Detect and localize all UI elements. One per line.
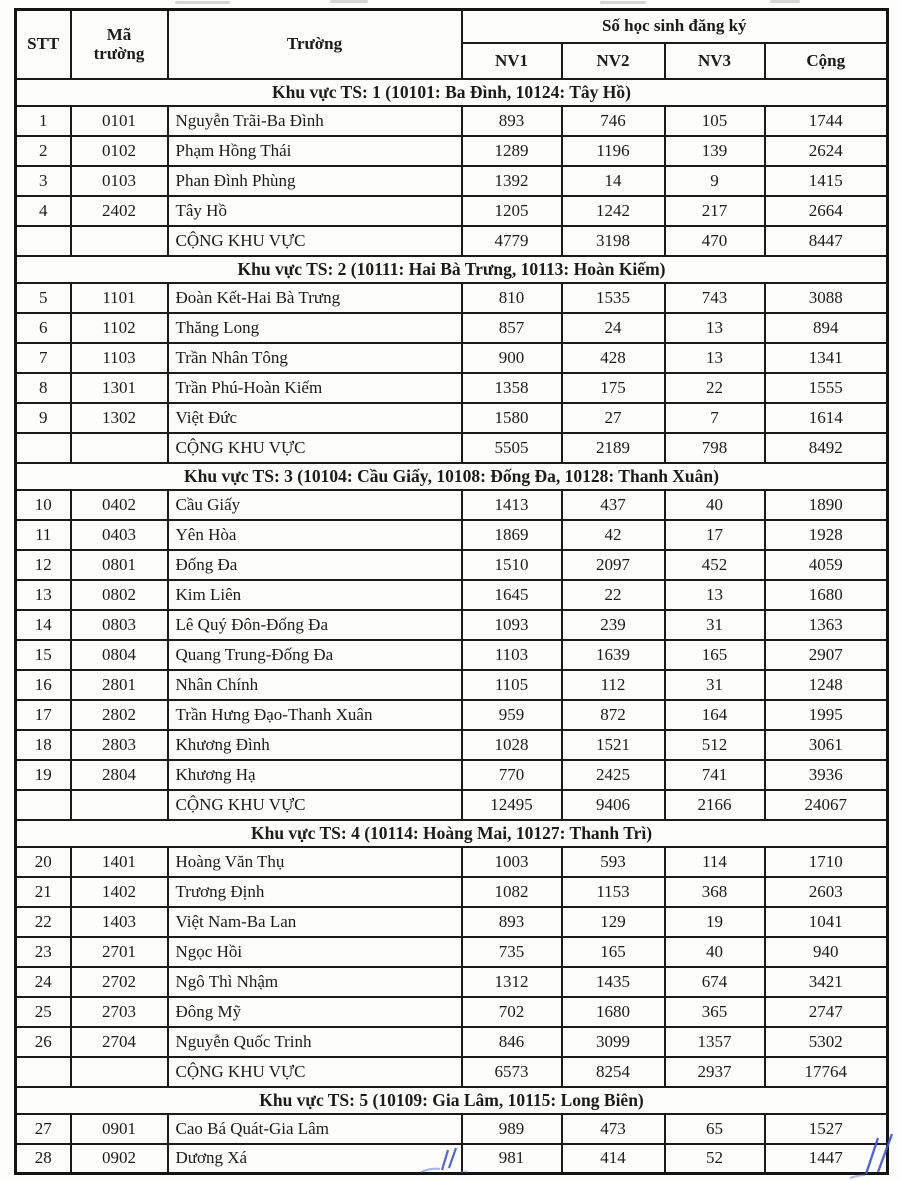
cell-nv1: 770 — [462, 760, 562, 790]
cell-nv3: 2166 — [665, 790, 765, 820]
student-registration-table — [14, 8, 889, 1175]
cell-school-name: Trần Phú-Hoàn Kiếm — [168, 373, 462, 403]
school-row — [16, 700, 888, 730]
cell-nv3: 31 — [665, 670, 765, 700]
school-row — [16, 196, 888, 226]
cell-stt: 1 — [16, 106, 71, 136]
cell-nv3: 40 — [665, 490, 765, 520]
cell-school-name: Trần Hưng Đạo-Thanh Xuân — [168, 700, 462, 730]
cell-school-code: 1401 — [71, 847, 168, 877]
cell-stt: 2 — [16, 136, 71, 166]
cell-nv2: 27 — [562, 403, 665, 433]
cell-nv2: 473 — [562, 1114, 665, 1144]
cell-school-name: Thăng Long — [168, 313, 462, 343]
cell-total: 2907 — [765, 640, 888, 670]
cell-nv1: 1869 — [462, 520, 562, 550]
cell-nv2: 2189 — [562, 433, 665, 463]
cell-school-name: Khương Hạ — [168, 760, 462, 790]
cell-total: 2664 — [765, 196, 888, 226]
cell-school-name: Nguyễn Trãi-Ba Đình — [168, 106, 462, 136]
cell-school-code: 1101 — [71, 283, 168, 313]
cell-stt: 10 — [16, 490, 71, 520]
cell-total: 1680 — [765, 580, 888, 610]
cell-nv2: 9406 — [562, 790, 665, 820]
cell-nv3: 19 — [665, 907, 765, 937]
section-header-row — [16, 820, 888, 847]
cell-nv3: 741 — [665, 760, 765, 790]
cell-stt: 23 — [16, 937, 71, 967]
cell-nv2: 22 — [562, 580, 665, 610]
school-row — [16, 670, 888, 700]
cell-total: 1527 — [765, 1114, 888, 1144]
cell-school-code: 0102 — [71, 136, 168, 166]
school-row — [16, 760, 888, 790]
cell-school-name: Dương Xá — [168, 1144, 462, 1174]
cell-school-name: Ngô Thì Nhậm — [168, 967, 462, 997]
cell-stt: 5 — [16, 283, 71, 313]
cell-nv3: 217 — [665, 196, 765, 226]
pen-mark — [848, 1128, 898, 1180]
cell-school-name: CỘNG KHU VỰC — [168, 226, 462, 256]
cell-school-code: 2704 — [71, 1027, 168, 1057]
cell-school-code: 0103 — [71, 166, 168, 196]
cell-stt: 6 — [16, 313, 71, 343]
cell-total: 894 — [765, 313, 888, 343]
header-school-name: Trường — [168, 10, 462, 79]
cell-school-name: Quang Trung-Đống Đa — [168, 640, 462, 670]
cell-stt: 13 — [16, 580, 71, 610]
cell-nv1: 1103 — [462, 640, 562, 670]
cell-school-name: Ngọc Hồi — [168, 937, 462, 967]
cell-nv2: 437 — [562, 490, 665, 520]
cell-school-name: Hoàng Văn Thụ — [168, 847, 462, 877]
cell-nv1: 1510 — [462, 550, 562, 580]
cell-total: 17764 — [765, 1057, 888, 1087]
cell-stt: 15 — [16, 640, 71, 670]
cell-nv1: 1312 — [462, 967, 562, 997]
cell-nv3: 512 — [665, 730, 765, 760]
cell-total: 1341 — [765, 343, 888, 373]
school-row — [16, 520, 888, 550]
school-row — [16, 640, 888, 670]
school-row — [16, 1027, 888, 1057]
school-row — [16, 490, 888, 520]
cell-total: 2624 — [765, 136, 888, 166]
cell-school-name: Phạm Hồng Thái — [168, 136, 462, 166]
cell-nv1: 989 — [462, 1114, 562, 1144]
cell-stt: 18 — [16, 730, 71, 760]
cell-school-code: 1403 — [71, 907, 168, 937]
cell-nv2: 428 — [562, 343, 665, 373]
cell-nv2: 129 — [562, 907, 665, 937]
school-row — [16, 847, 888, 877]
cell-total: 3936 — [765, 760, 888, 790]
cell-total: 1415 — [765, 166, 888, 196]
cell-nv1: 1392 — [462, 166, 562, 196]
cell-nv3: 365 — [665, 997, 765, 1027]
cell-stt: 17 — [16, 700, 71, 730]
region-total-row — [16, 790, 888, 820]
school-row — [16, 1114, 888, 1144]
cell-stt: 14 — [16, 610, 71, 640]
cell-stt: 9 — [16, 403, 71, 433]
cell-nv2: 1521 — [562, 730, 665, 760]
cell-school-name: Yên Hòa — [168, 520, 462, 550]
cell-nv2: 8254 — [562, 1057, 665, 1087]
cell-nv3: 52 — [665, 1144, 765, 1174]
cell-nv1: 1580 — [462, 403, 562, 433]
cell-total: 24067 — [765, 790, 888, 820]
section-title: Khu vực TS: 2 (10111: Hai Bà Trưng, 10113: Hoàn Kiếm) — [16, 256, 888, 283]
cell-stt: 11 — [16, 520, 71, 550]
cell-nv2: 746 — [562, 106, 665, 136]
cell-stt — [16, 226, 71, 256]
cell-nv1: 1358 — [462, 373, 562, 403]
cell-nv3: 65 — [665, 1114, 765, 1144]
cell-nv3: 743 — [665, 283, 765, 313]
cell-school-code: 0801 — [71, 550, 168, 580]
school-row — [16, 343, 888, 373]
cell-nv3: 674 — [665, 967, 765, 997]
cell-nv2: 3099 — [562, 1027, 665, 1057]
school-row — [16, 967, 888, 997]
pen-mark — [418, 1142, 470, 1178]
cell-school-name: Đoàn Kết-Hai Bà Trưng — [168, 283, 462, 313]
cell-school-name: Việt Nam-Ba Lan — [168, 907, 462, 937]
cell-nv1: 1205 — [462, 196, 562, 226]
cell-nv3: 13 — [665, 343, 765, 373]
header-total: Cộng — [765, 43, 888, 79]
cell-total: 4059 — [765, 550, 888, 580]
registration-table-sheet — [14, 8, 886, 1175]
cell-school-name: Nhân Chính — [168, 670, 462, 700]
cell-nv3: 164 — [665, 700, 765, 730]
header-school-code-label: Mã trường — [93, 24, 145, 64]
cell-stt: 16 — [16, 670, 71, 700]
cell-school-name: Trần Nhân Tông — [168, 343, 462, 373]
cell-nv1: 900 — [462, 343, 562, 373]
cell-nv3: 470 — [665, 226, 765, 256]
cell-total: 1890 — [765, 490, 888, 520]
cell-nv1: 1003 — [462, 847, 562, 877]
scan-artifact — [770, 0, 800, 3]
region-total-row — [16, 226, 888, 256]
cell-nv2: 42 — [562, 520, 665, 550]
cell-nv2: 165 — [562, 937, 665, 967]
cell-nv1: 959 — [462, 700, 562, 730]
school-row — [16, 106, 888, 136]
cell-total: 3088 — [765, 283, 888, 313]
cell-nv1: 1645 — [462, 580, 562, 610]
cell-school-code: 1301 — [71, 373, 168, 403]
cell-school-name: Cầu Giấy — [168, 490, 462, 520]
cell-nv2: 1196 — [562, 136, 665, 166]
school-row — [16, 730, 888, 760]
cell-school-code: 1103 — [71, 343, 168, 373]
cell-nv3: 368 — [665, 877, 765, 907]
cell-stt — [16, 790, 71, 820]
table-header — [16, 10, 888, 79]
cell-school-name: Khương Đình — [168, 730, 462, 760]
header-stt: STT — [16, 10, 71, 79]
cell-nv3: 114 — [665, 847, 765, 877]
cell-nv3: 31 — [665, 610, 765, 640]
cell-nv3: 7 — [665, 403, 765, 433]
cell-nv2: 1242 — [562, 196, 665, 226]
cell-nv1: 1028 — [462, 730, 562, 760]
section-header-row — [16, 1087, 888, 1114]
cell-total: 1614 — [765, 403, 888, 433]
cell-stt: 28 — [16, 1144, 71, 1174]
school-row — [16, 877, 888, 907]
header-nv2: NV2 — [562, 43, 665, 79]
cell-nv1: 810 — [462, 283, 562, 313]
cell-nv3: 40 — [665, 937, 765, 967]
cell-total: 5302 — [765, 1027, 888, 1057]
cell-total: 2603 — [765, 877, 888, 907]
cell-total: 1995 — [765, 700, 888, 730]
region-total-row — [16, 1057, 888, 1087]
cell-school-code: 2703 — [71, 997, 168, 1027]
school-row — [16, 403, 888, 433]
cell-school-code — [71, 790, 168, 820]
cell-total: 1555 — [765, 373, 888, 403]
cell-nv3: 17 — [665, 520, 765, 550]
scan-artifact — [175, 1, 230, 4]
cell-nv1: 893 — [462, 106, 562, 136]
school-row — [16, 997, 888, 1027]
cell-nv3: 105 — [665, 106, 765, 136]
cell-total: 1041 — [765, 907, 888, 937]
cell-total: 1710 — [765, 847, 888, 877]
cell-school-code: 0101 — [71, 106, 168, 136]
header-nv3: NV3 — [665, 43, 765, 79]
cell-nv2: 24 — [562, 313, 665, 343]
cell-nv2: 414 — [562, 1144, 665, 1174]
cell-school-name: Việt Đức — [168, 403, 462, 433]
cell-nv1: 981 — [462, 1144, 562, 1174]
cell-nv1: 702 — [462, 997, 562, 1027]
cell-nv2: 593 — [562, 847, 665, 877]
cell-school-code: 1402 — [71, 877, 168, 907]
section-header-row — [16, 463, 888, 490]
cell-total: 3061 — [765, 730, 888, 760]
cell-school-name: Phan Đình Phùng — [168, 166, 462, 196]
school-row — [16, 550, 888, 580]
cell-school-name: Kim Liên — [168, 580, 462, 610]
section-title: Khu vực TS: 3 (10104: Cầu Giấy, 10108: Đống Đa, 10128: Thanh Xuân) — [16, 463, 888, 490]
cell-nv3: 1357 — [665, 1027, 765, 1057]
cell-total: 940 — [765, 937, 888, 967]
cell-school-name: CỘNG KHU VỰC — [168, 1057, 462, 1087]
cell-school-code — [71, 226, 168, 256]
section-title: Khu vực TS: 1 (10101: Ba Đình, 10124: Tây Hồ) — [16, 79, 888, 106]
cell-school-name: Đống Đa — [168, 550, 462, 580]
cell-nv2: 3198 — [562, 226, 665, 256]
cell-total: 1928 — [765, 520, 888, 550]
cell-stt — [16, 433, 71, 463]
cell-nv1: 1093 — [462, 610, 562, 640]
region-total-row — [16, 433, 888, 463]
cell-school-code: 2402 — [71, 196, 168, 226]
section-title: Khu vực TS: 5 (10109: Gia Lâm, 10115: Long Biên) — [16, 1087, 888, 1114]
cell-school-name: Đông Mỹ — [168, 997, 462, 1027]
cell-total: 1248 — [765, 670, 888, 700]
cell-nv3: 798 — [665, 433, 765, 463]
cell-school-name: Lê Quý Đôn-Đống Đa — [168, 610, 462, 640]
cell-stt: 25 — [16, 997, 71, 1027]
cell-nv2: 872 — [562, 700, 665, 730]
cell-nv2: 14 — [562, 166, 665, 196]
header-registered-students-group: Số học sinh đăng ký — [462, 10, 888, 43]
cell-total: 2747 — [765, 997, 888, 1027]
section-title: Khu vực TS: 4 (10114: Hoàng Mai, 10127: Thanh Trì) — [16, 820, 888, 847]
cell-nv1: 1082 — [462, 877, 562, 907]
cell-school-name: Cao Bá Quát-Gia Lâm — [168, 1114, 462, 1144]
cell-stt — [16, 1057, 71, 1087]
cell-school-code: 2803 — [71, 730, 168, 760]
section-header-row — [16, 256, 888, 283]
cell-nv1: 6573 — [462, 1057, 562, 1087]
school-row — [16, 136, 888, 166]
cell-nv3: 13 — [665, 313, 765, 343]
cell-nv3: 165 — [665, 640, 765, 670]
school-row — [16, 283, 888, 313]
cell-school-code: 0402 — [71, 490, 168, 520]
cell-total: 1363 — [765, 610, 888, 640]
cell-school-code: 0403 — [71, 520, 168, 550]
cell-school-name: CỘNG KHU VỰC — [168, 433, 462, 463]
cell-nv1: 857 — [462, 313, 562, 343]
cell-stt: 3 — [16, 166, 71, 196]
school-row — [16, 313, 888, 343]
cell-stt: 4 — [16, 196, 71, 226]
cell-stt: 12 — [16, 550, 71, 580]
school-row — [16, 373, 888, 403]
cell-school-name: Trương Định — [168, 877, 462, 907]
cell-nv2: 175 — [562, 373, 665, 403]
cell-nv3: 22 — [665, 373, 765, 403]
cell-nv1: 5505 — [462, 433, 562, 463]
cell-school-code — [71, 433, 168, 463]
cell-total: 3421 — [765, 967, 888, 997]
scan-artifact — [600, 1, 646, 4]
cell-school-code: 0804 — [71, 640, 168, 670]
school-row — [16, 610, 888, 640]
cell-nv2: 2097 — [562, 550, 665, 580]
header-nv1: NV1 — [462, 43, 562, 79]
cell-school-code: 2801 — [71, 670, 168, 700]
cell-stt: 7 — [16, 343, 71, 373]
cell-school-code: 2804 — [71, 760, 168, 790]
cell-nv1: 4779 — [462, 226, 562, 256]
cell-total: 8447 — [765, 226, 888, 256]
cell-nv2: 1639 — [562, 640, 665, 670]
cell-stt: 21 — [16, 877, 71, 907]
cell-stt: 8 — [16, 373, 71, 403]
cell-stt: 20 — [16, 847, 71, 877]
cell-total: 1744 — [765, 106, 888, 136]
cell-nv1: 1105 — [462, 670, 562, 700]
cell-school-code: 0902 — [71, 1144, 168, 1174]
cell-total: 8492 — [765, 433, 888, 463]
section-header-row — [16, 79, 888, 106]
cell-nv3: 2937 — [665, 1057, 765, 1087]
cell-nv1: 735 — [462, 937, 562, 967]
cell-nv2: 1435 — [562, 967, 665, 997]
cell-school-name: Nguyễn Quốc Trinh — [168, 1027, 462, 1057]
cell-nv3: 139 — [665, 136, 765, 166]
cell-nv1: 893 — [462, 907, 562, 937]
cell-stt: 24 — [16, 967, 71, 997]
cell-school-code: 2702 — [71, 967, 168, 997]
cell-nv1: 12495 — [462, 790, 562, 820]
cell-school-code: 2701 — [71, 937, 168, 967]
cell-nv2: 1680 — [562, 997, 665, 1027]
cell-school-code — [71, 1057, 168, 1087]
cell-school-name: Tây Hồ — [168, 196, 462, 226]
cell-school-name: CỘNG KHU VỰC — [168, 790, 462, 820]
cell-school-code: 1102 — [71, 313, 168, 343]
cell-stt: 22 — [16, 907, 71, 937]
cell-total: 1447 — [765, 1144, 888, 1174]
cell-nv2: 112 — [562, 670, 665, 700]
cell-school-code: 0803 — [71, 610, 168, 640]
cell-school-code: 0802 — [71, 580, 168, 610]
cell-nv2: 1153 — [562, 877, 665, 907]
cell-nv1: 1289 — [462, 136, 562, 166]
table-body — [16, 79, 888, 1174]
cell-nv2: 2425 — [562, 760, 665, 790]
cell-nv2: 239 — [562, 610, 665, 640]
school-row — [16, 166, 888, 196]
cell-school-code: 0901 — [71, 1114, 168, 1144]
scan-artifact — [330, 0, 368, 3]
cell-nv1: 846 — [462, 1027, 562, 1057]
school-row — [16, 580, 888, 610]
cell-nv3: 452 — [665, 550, 765, 580]
cell-nv2: 1535 — [562, 283, 665, 313]
cell-stt: 19 — [16, 760, 71, 790]
header-school-code — [71, 10, 168, 79]
cell-nv3: 9 — [665, 166, 765, 196]
school-row — [16, 907, 888, 937]
cell-stt: 26 — [16, 1027, 71, 1057]
cell-school-code: 1302 — [71, 403, 168, 433]
cell-nv1: 1413 — [462, 490, 562, 520]
cell-school-code: 2802 — [71, 700, 168, 730]
school-row — [16, 937, 888, 967]
cell-nv3: 13 — [665, 580, 765, 610]
cell-stt: 27 — [16, 1114, 71, 1144]
